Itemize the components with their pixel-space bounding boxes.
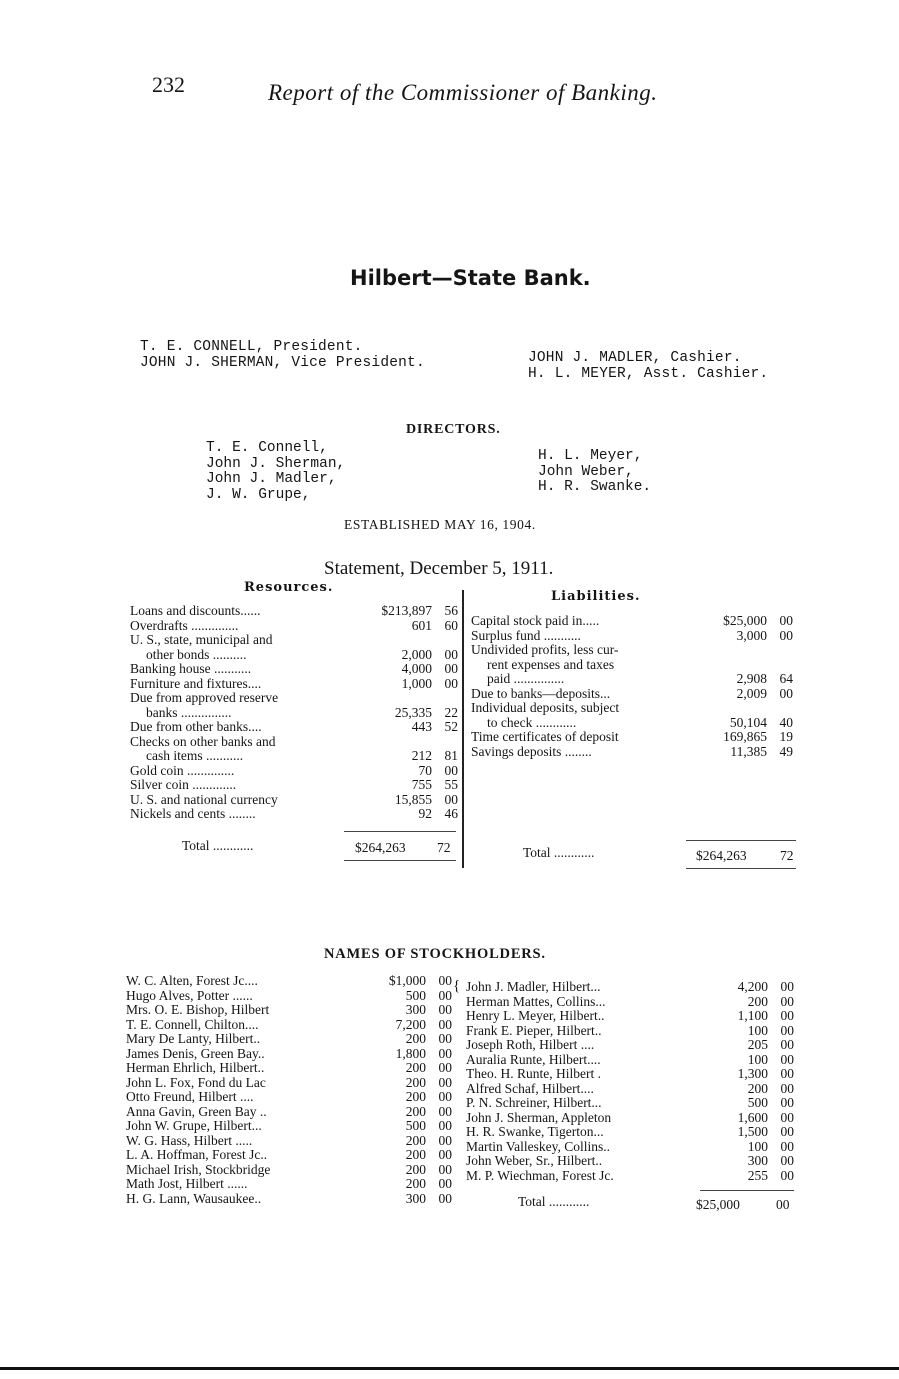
amount-dollars: 212: [411, 748, 432, 763]
amount-dollars: 200: [747, 1080, 768, 1096]
page-number: 232: [152, 72, 185, 97]
amount-cents: 00: [444, 791, 458, 807]
amount-cents: [432, 691, 458, 706]
stockholder-name: Martin Valleskey, Collins..: [466, 1138, 610, 1154]
amount-cents: 00: [438, 1161, 452, 1177]
liabilities-heading: Liabilities.: [551, 589, 641, 604]
resource-label: Due from approved reserve: [130, 690, 279, 705]
stockholder-row: [466, 1169, 794, 1184]
amount-cents: 52: [444, 719, 458, 734]
resource-label: cash items ...........: [146, 748, 244, 763]
officer-president: T. E. CONNELL, President.: [140, 339, 363, 355]
amount-cents: 22: [444, 704, 458, 720]
resource-row: [130, 633, 458, 648]
amount-dollars: 2,000: [401, 646, 432, 662]
amount-cents: 00: [444, 762, 458, 778]
resource-row: [130, 778, 458, 793]
amount-dollars: 1,100: [737, 1008, 768, 1023]
director-name: John J. Sherman,: [206, 455, 346, 472]
stockholder-name: Michael Irish, Stockbridge: [126, 1161, 271, 1177]
resource-label: Overdrafts ..............: [130, 617, 239, 633]
resource-label: Loans and discounts......: [130, 603, 261, 618]
stockholders-total-dollars: $25,000: [696, 1197, 740, 1212]
stockholders-right-table: [466, 980, 794, 1183]
amount-cents: 00: [780, 1167, 794, 1183]
amount-cents: [767, 701, 793, 716]
liability-row: [471, 672, 793, 687]
stockholder-name: Alfred Schaf, Hilbert....: [466, 1080, 594, 1096]
amount-cents: 00: [438, 1132, 452, 1148]
amount-cents: 00: [438, 1016, 452, 1032]
amount-cents: 00: [779, 613, 793, 628]
amount-dollars: 200: [405, 1089, 426, 1104]
amount-dollars: 11,385: [730, 743, 767, 759]
amount-dollars: 50,104: [729, 714, 767, 730]
amount-cents: [432, 633, 458, 648]
directors-right: [538, 449, 651, 496]
officer-asst-cashier: H. L. MEYER, Asst. Cashier.: [528, 366, 769, 382]
director-name: H. R. Swanke.: [538, 479, 652, 495]
stockholder-row: [466, 1140, 794, 1155]
resource-label: other bonds ..........: [146, 646, 247, 662]
stockholder-row: [126, 1032, 452, 1047]
amount-cents: 00: [438, 1103, 452, 1119]
amount-dollars: [699, 701, 767, 716]
resource-row: [130, 793, 458, 808]
stockholder-row: [126, 1090, 452, 1105]
amount-cents: 19: [779, 729, 793, 744]
amount-dollars: 2,009: [736, 685, 767, 701]
amount-dollars: 200: [747, 993, 768, 1009]
amount-cents: 00: [438, 1002, 452, 1017]
amount-dollars: 300: [747, 1153, 768, 1168]
amount-dollars: 1,800: [395, 1045, 426, 1061]
amount-dollars: 25,335: [394, 704, 432, 720]
bank-title: Hilbert—State Bank.: [350, 266, 591, 290]
amount-cents: 00: [438, 987, 452, 1003]
resource-row: [130, 691, 458, 706]
resource-label: Due from other banks....: [130, 719, 262, 734]
stockholder-name: M. P. Wiechman, Forest Jc.: [466, 1167, 614, 1183]
amount-cents: 46: [444, 806, 458, 821]
resource-row: [130, 619, 458, 634]
amount-dollars: 7,200: [395, 1016, 426, 1032]
liability-row: [471, 701, 793, 716]
liabilities-total-cents: 72: [780, 848, 794, 863]
amount-cents: 00: [780, 1022, 794, 1038]
stockholder-row: [126, 1076, 452, 1091]
amount-cents: 00: [780, 979, 794, 994]
amount-dollars: 500: [405, 1118, 426, 1133]
amount-cents: 00: [779, 627, 793, 643]
stockholder-name: H. R. Swanke, Tigerton...: [466, 1124, 604, 1139]
column-divider: [462, 590, 464, 868]
liability-row: [471, 730, 793, 745]
resource-label: Nickels and cents ........: [130, 806, 256, 821]
liability-label: Savings deposits ........: [471, 743, 592, 759]
amount-dollars: 300: [405, 1190, 426, 1206]
amount-dollars: [699, 643, 767, 658]
resource-row: [130, 604, 458, 619]
resource-label: Silver coin .............: [130, 777, 237, 792]
liability-label: Due to banks—deposits...: [471, 685, 611, 701]
stockholder-name: Hugo Alves, Potter ......: [126, 987, 253, 1003]
stockholder-name: P. N. Schreiner, Hilbert...: [466, 1095, 602, 1110]
stockholders-total-cents: 00: [776, 1197, 790, 1212]
amount-cents: 00: [438, 973, 452, 988]
resource-label: Banking house ...........: [130, 661, 252, 676]
amount-dollars: $1,000: [388, 973, 426, 988]
amount-dollars: 1,600: [737, 1109, 768, 1125]
director-name: John Weber,: [538, 463, 634, 480]
amount-dollars: 200: [405, 1031, 426, 1046]
liability-row: [471, 614, 793, 629]
stockholder-row: [126, 974, 452, 989]
stockholder-name: John J. Sherman, Appleton: [466, 1109, 612, 1125]
directors-left: [206, 441, 345, 503]
directors-heading: DIRECTORS.: [406, 422, 501, 437]
amount-dollars: 200: [405, 1060, 426, 1075]
stockholder-row: [466, 1154, 794, 1169]
amount-cents: 00: [438, 1147, 452, 1162]
amount-dollars: 100: [747, 1138, 768, 1154]
amount-dollars: 15,855: [394, 791, 432, 807]
stockholder-row: [126, 1018, 452, 1033]
amount-dollars: 1,500: [737, 1124, 768, 1139]
amount-cents: 00: [780, 993, 794, 1009]
stockholder-row: [126, 1148, 452, 1163]
amount-dollars: [699, 658, 767, 673]
amount-cents: 00: [438, 1045, 452, 1061]
stockholder-row: [126, 1134, 452, 1149]
resource-row: [130, 706, 458, 721]
liability-label: to check ............: [487, 714, 577, 730]
amount-dollars: 200: [405, 1147, 426, 1162]
stockholder-row: [466, 1082, 794, 1097]
resource-label: banks ...............: [146, 704, 232, 720]
stockholder-row: [466, 980, 794, 995]
resource-row: [130, 749, 458, 764]
amount-dollars: 205: [747, 1037, 768, 1052]
liability-row: [471, 687, 793, 702]
resource-label: Furniture and fixtures....: [130, 675, 262, 691]
amount-cents: 00: [780, 1066, 794, 1081]
stockholder-name: W. G. Hass, Hilbert .....: [126, 1132, 253, 1148]
stockholder-row: [466, 1053, 794, 1068]
amount-dollars: 200: [405, 1103, 426, 1119]
stockholder-row: [126, 1192, 452, 1207]
amount-cents: 00: [780, 1124, 794, 1139]
amount-cents: 00: [438, 1031, 452, 1046]
liability-row: [471, 643, 793, 658]
amount-dollars: 443: [411, 719, 432, 734]
director-name: H. L. Meyer,: [538, 448, 643, 464]
stockholders-sum-rule: [700, 1190, 794, 1191]
amount-cents: 00: [780, 1138, 794, 1154]
amount-dollars: 92: [418, 806, 432, 821]
amount-cents: 00: [438, 1089, 452, 1104]
amount-cents: [432, 735, 458, 750]
officer-cashier: JOHN J. MADLER, Cashier.: [528, 350, 742, 366]
amount-cents: 00: [780, 1095, 794, 1110]
amount-cents: 49: [779, 743, 793, 759]
amount-cents: 64: [779, 671, 793, 686]
stockholders-total-label: Total ............: [518, 1194, 590, 1209]
stockholder-name: Math Jost, Hilbert ......: [126, 1176, 248, 1191]
liability-label: paid ...............: [487, 671, 565, 686]
established-date: ESTABLISHED MAY 16, 1904.: [344, 517, 536, 532]
resource-row: [130, 735, 458, 750]
liabilities-table: [471, 614, 793, 759]
amount-dollars: $25,000: [723, 613, 767, 628]
amount-cents: 00: [444, 675, 458, 691]
amount-cents: 00: [780, 1109, 794, 1125]
amount-dollars: 601: [411, 617, 432, 633]
stockholder-name: T. E. Connell, Chilton....: [126, 1016, 259, 1032]
stockholder-row: [466, 1038, 794, 1053]
stockholder-name: Frank E. Pieper, Hilbert..: [466, 1022, 602, 1038]
stockholder-name: Herman Mattes, Collins...: [466, 993, 606, 1009]
resources-heading: Resources.: [244, 580, 334, 595]
stockholder-row: [126, 1119, 452, 1134]
resources-sum-rule: [344, 831, 456, 832]
stockholders-bracket: {: [453, 978, 461, 994]
stockholder-name: L. A. Hoffman, Forest Jc..: [126, 1147, 268, 1162]
stockholder-name: Joseph Roth, Hilbert ....: [466, 1037, 595, 1052]
director-name: John J. Madler,: [206, 471, 337, 487]
amount-cents: 00: [438, 1118, 452, 1133]
resource-row: [130, 720, 458, 735]
stockholder-name: Theo. H. Runte, Hilbert .: [466, 1066, 601, 1081]
stockholder-row: [126, 989, 452, 1004]
stockholder-name: H. G. Lann, Wausaukee..: [126, 1190, 262, 1206]
officer-vice-president: JOHN J. SHERMAN, Vice President.: [140, 355, 425, 371]
liability-label: Capital stock paid in.....: [471, 613, 600, 628]
amount-cents: 00: [444, 646, 458, 662]
amount-cents: 00: [780, 1037, 794, 1052]
amount-dollars: 300: [405, 1002, 426, 1017]
amount-cents: 00: [438, 1176, 452, 1191]
amount-dollars: 200: [405, 1074, 426, 1090]
amount-cents: 00: [438, 1190, 452, 1206]
stockholder-name: Otto Freund, Hilbert ....: [126, 1089, 254, 1104]
director-name: J. W. Grupe,: [206, 486, 311, 503]
amount-dollars: 2,908: [736, 671, 767, 686]
liability-label: rent expenses and taxes: [487, 656, 615, 672]
amount-cents: 00: [438, 1074, 452, 1090]
stockholder-row: [466, 995, 794, 1010]
resource-label: Checks on other banks and: [130, 733, 276, 749]
stockholder-row: [126, 1047, 452, 1062]
stockholder-name: Mrs. O. E. Bishop, Hilbert: [126, 1002, 270, 1017]
stockholder-name: Auralia Runte, Hilbert....: [466, 1051, 601, 1067]
stockholders-left-table: [126, 974, 452, 1206]
amount-dollars: [355, 691, 432, 706]
amount-cents: 00: [780, 1008, 794, 1023]
stockholder-row: [466, 1111, 794, 1126]
amount-dollars: 4,000: [401, 661, 432, 676]
stockholder-row: [466, 1024, 794, 1039]
amount-dollars: 500: [747, 1095, 768, 1110]
amount-dollars: 4,200: [737, 979, 768, 994]
stockholder-name: John Weber, Sr., Hilbert..: [466, 1153, 603, 1168]
stockholder-row: [126, 1105, 452, 1120]
liability-row: [471, 658, 793, 673]
resources-total-rule: [344, 860, 456, 861]
amount-dollars: 255: [747, 1167, 768, 1183]
resources-total-cents: 72: [437, 840, 451, 855]
resource-row: [130, 648, 458, 663]
amount-dollars: [355, 633, 432, 648]
amount-cents: 00: [444, 661, 458, 676]
amount-dollars: 100: [747, 1051, 768, 1067]
amount-dollars: 200: [405, 1132, 426, 1148]
liabilities-total-rule: [686, 868, 796, 869]
stockholder-name: W. C. Alten, Forest Jc....: [126, 973, 258, 988]
stockholder-name: John W. Grupe, Hilbert...: [126, 1118, 262, 1133]
stockholder-row: [466, 1009, 794, 1024]
liabilities-total-label: Total ............: [523, 845, 595, 860]
stockholder-row: [126, 1163, 452, 1178]
stockholder-row: [466, 1125, 794, 1140]
amount-dollars: 70: [418, 762, 432, 778]
stockholder-name: John L. Fox, Fond du Lac: [126, 1074, 266, 1090]
amount-cents: 56: [444, 603, 458, 618]
amount-cents: [767, 658, 793, 673]
amount-cents: 00: [780, 1080, 794, 1096]
stockholder-row: [126, 1003, 452, 1018]
liability-label: Individual deposits, subject: [471, 700, 620, 715]
resource-label: Gold coin ..............: [130, 762, 235, 778]
amount-cents: 00: [780, 1051, 794, 1067]
resources-total-label: Total ............: [182, 838, 254, 853]
amount-cents: 00: [780, 1153, 794, 1168]
amount-dollars: [355, 735, 432, 750]
running-title: Report of the Commissioner of Banking.: [268, 80, 658, 105]
amount-dollars: 200: [405, 1161, 426, 1177]
stockholder-row: [466, 1067, 794, 1082]
resource-row: [130, 807, 458, 822]
resource-row: [130, 677, 458, 692]
liability-label: Surplus fund ...........: [471, 627, 581, 643]
amount-cents: 55: [444, 777, 458, 792]
amount-dollars: 755: [411, 777, 432, 792]
stockholder-row: [466, 1096, 794, 1111]
stockholder-name: James Denis, Green Bay..: [126, 1045, 265, 1061]
director-name: T. E. Connell,: [206, 440, 328, 456]
resource-label: U. S. and national currency: [130, 791, 278, 807]
amount-cents: 00: [438, 1060, 452, 1075]
amount-cents: 81: [444, 748, 458, 763]
stockholder-name: Anna Gavin, Green Bay ..: [126, 1103, 267, 1119]
amount-cents: 40: [779, 714, 793, 730]
amount-dollars: 100: [747, 1022, 768, 1038]
stockholders-heading: NAMES OF STOCKHOLDERS.: [324, 946, 546, 962]
resource-row: [130, 764, 458, 779]
amount-cents: [767, 643, 793, 658]
amount-dollars: 500: [405, 987, 426, 1003]
amount-dollars: 200: [405, 1176, 426, 1191]
amount-cents: 60: [444, 617, 458, 633]
liability-label: Time certificates of deposit: [471, 729, 619, 744]
liabilities-total-dollars: $264,263: [696, 848, 747, 863]
amount-dollars: 1,300: [737, 1066, 768, 1081]
liability-label: Undivided profits, less cur-: [471, 642, 619, 657]
stockholder-name: John J. Madler, Hilbert...: [466, 979, 601, 994]
liability-row: [471, 629, 793, 644]
amount-dollars: 1,000: [401, 675, 432, 691]
liability-row: [471, 716, 793, 731]
resource-row: [130, 662, 458, 677]
statement-title: Statement, December 5, 1911.: [324, 558, 554, 579]
amount-dollars: 3,000: [736, 627, 767, 643]
amount-dollars: 169,865: [723, 729, 767, 744]
amount-dollars: $213,897: [381, 603, 432, 618]
liability-row: [471, 745, 793, 760]
stockholder-name: Mary De Lanty, Hilbert..: [126, 1031, 261, 1046]
resources-table: [130, 604, 458, 822]
stockholder-name: Herman Ehrlich, Hilbert..: [126, 1060, 265, 1075]
stockholder-name: Henry L. Meyer, Hilbert..: [466, 1008, 605, 1023]
liabilities-sum-rule: [686, 840, 796, 841]
amount-cents: 00: [779, 685, 793, 701]
stockholder-row: [126, 1177, 452, 1192]
page-bottom-rule: [0, 1367, 899, 1370]
resources-total-dollars: $264,263: [355, 840, 406, 855]
resource-label: U. S., state, municipal and: [130, 632, 273, 647]
stockholder-row: [126, 1061, 452, 1076]
